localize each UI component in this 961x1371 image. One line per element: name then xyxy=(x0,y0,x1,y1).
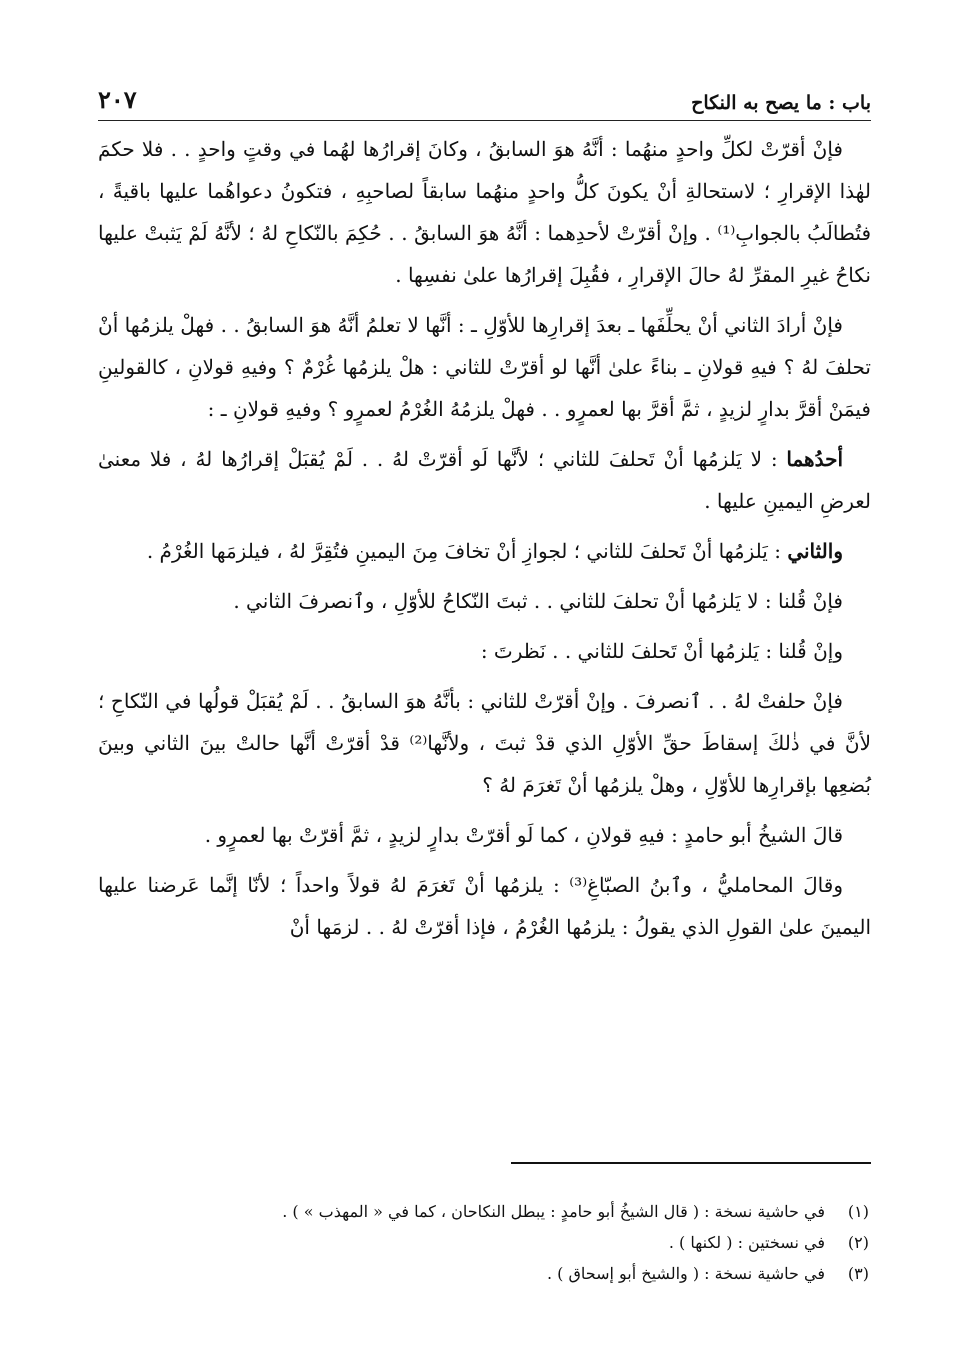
page-number: ٢٠٧ xyxy=(98,85,137,114)
footnote-text: في حاشية نسخة : ( والشيخ أبو إسحاق ) . xyxy=(546,1264,825,1283)
paragraph-text: : يَلزمُها أنْ تَحلفَ للثاني ؛ لجوازِ أنْ تخافَ مِنَ اليمينِ فتُقِرَّ لهُ ، فيلزمَها الغُرْمُ . xyxy=(146,539,788,563)
paragraph-text: فإنْ قُلنا : لا يَلزمُها أنْ تحلفَ للثاني . . ثبتَ النّكاحُ للأوّلِ ، وٱنصرفَ الثاني . xyxy=(233,589,843,613)
footnote xyxy=(98,1258,869,1289)
paragraph-text: فإنْ أقرّتْ لكلِّ واحدٍ منهُما : أنَّهُ هوَ السابقُ ، وكانَ إقرارُها لهُما في وقتٍ واحدٍ . . فلا حكمَ لهٰذا الإقرارِ ؛ لاستحالةِ أنْ يكونَ كلُّ واحدٍ منهُما سابقاً لصاحبِهِ ، فتكونُ دعواهُما عليها باقيةً ، فتُطالَبُ بالجوابِ⁽¹⁾ . وإنْ أقرّتْ لأحدِهما : أنَّهُ هوَ السابقُ . . حُكِمَ بالنّكاحِ لهُ ؛ لأنَّهُ لَمْ يَثبتْ عليها نكاحُ غيرِ المقرِّ لهُ حالَ الإقرارِ ، فقُبِلَ إقرارُها علىٰ نفسِها . xyxy=(98,137,872,287)
running-head: باب : ما يصح به النكاح xyxy=(691,92,871,114)
footnote-number: (٢) xyxy=(847,1233,869,1252)
main-text xyxy=(98,128,871,956)
footnote-rule xyxy=(511,1162,871,1164)
footnotes xyxy=(98,1196,869,1289)
paragraph-text: قالَ الشيخُ أبو حامدٍ : فيهِ قولانِ ، كما لَو أقرّتْ بدارٍ لزيدٍ ، ثمَّ أقرّتْ بها لعمرٍو . xyxy=(204,823,843,847)
footnote-text: في نسختين : ( لكنها ) . xyxy=(668,1233,825,1252)
paragraph xyxy=(98,630,871,672)
page-header xyxy=(98,74,871,114)
header-rule xyxy=(98,120,871,121)
paragraph-lead: أحدُهما xyxy=(786,447,843,471)
paragraph-text: وإنْ قُلنا : يَلزمُها أنْ تَحلفَ للثاني . . نَظرتَ : xyxy=(480,639,843,663)
footnote xyxy=(98,1227,869,1258)
paragraph-text: وقالَ المحامليُّ ، وٱبنُ الصبّاغِ⁽³⁾ : يلزمُها أنْ تَغرَمَ لهُ قولاً واحداً ؛ لأنّا إنَّما عَرضنا عليها اليمينَ علىٰ القولِ الذي يقولُ : يلزمُها الغُرْمُ ، فإذا أقرّتْ لهُ . . لزمَها أنْ xyxy=(98,873,871,939)
paragraph xyxy=(98,304,871,430)
paragraph xyxy=(98,680,871,806)
footnote-number: (٣) xyxy=(847,1264,869,1283)
paragraph-text: فإنْ حلفتْ لهُ . . ٱنصرفَ . وإنْ أقرّتْ للثاني : بأنَّهُ هوَ السابقُ . . لَمْ يُقبَلْ قولُها في النّكاحِ ؛ لأنَّ في ذٰلكَ إسقاطَ حقِّ الأوّلِ الذي قدْ ثبتَ ، ولأنَّها⁽²⁾ قدْ أقرّتْ أنَّها حالتْ بينَ الثاني وبينَ بُضعِها بإقرارِها للأوّلِ ، وهلْ يلزمُها أنْ تَغرَمَ لهُ ؟ xyxy=(98,689,872,797)
paragraph-lead: والثاني xyxy=(787,539,843,563)
footnote xyxy=(98,1196,869,1227)
paragraph-text: : لا يَلزمُها أنْ تَحلفَ للثاني ؛ لأنَّها لَو أقرّتْ لهُ . . لَمْ يُقبَلْ إقرارُها لهُ ، فلا معنىٰ لعرضِ اليمينِ عليها . xyxy=(98,447,871,513)
paragraph xyxy=(98,128,871,296)
paragraph-text: فإنْ أرادَ الثاني أنْ يحلِّفَها ـ بعدَ إقرارِها للأوّلِ ـ : أنَّها لا تعلمُ أنَّهُ هوَ السابقُ . . فهلْ يلزمُها أنْ تحلفَ لهُ ؟ فيهِ قولانِ ـ بناءً علىٰ أنَّها لو أقرّتْ للثاني : هلْ يلزمُها غُرْمٌ ؟ وفيهِ قولانِ ، كالقولينِ فيمَنْ أقرَّ بدارٍ لزيدٍ ، ثمَّ أقرَّ بها لعمرٍو . . فهلْ يلزمُهُ الغُرْمُ لعمرٍو ؟ وفيهِ قولانِ ـ : xyxy=(98,313,871,421)
footnote-number: (١) xyxy=(847,1202,869,1221)
paragraph xyxy=(98,864,871,948)
paragraph xyxy=(98,530,871,572)
footnote-text: في حاشية نسخة : ( قال الشيخُ أبو حامدٍ : يبطل النكاحان ، كما في « المهذب » ) . xyxy=(282,1202,825,1221)
paragraph xyxy=(98,438,871,522)
paragraph xyxy=(98,814,871,856)
paragraph xyxy=(98,580,871,622)
